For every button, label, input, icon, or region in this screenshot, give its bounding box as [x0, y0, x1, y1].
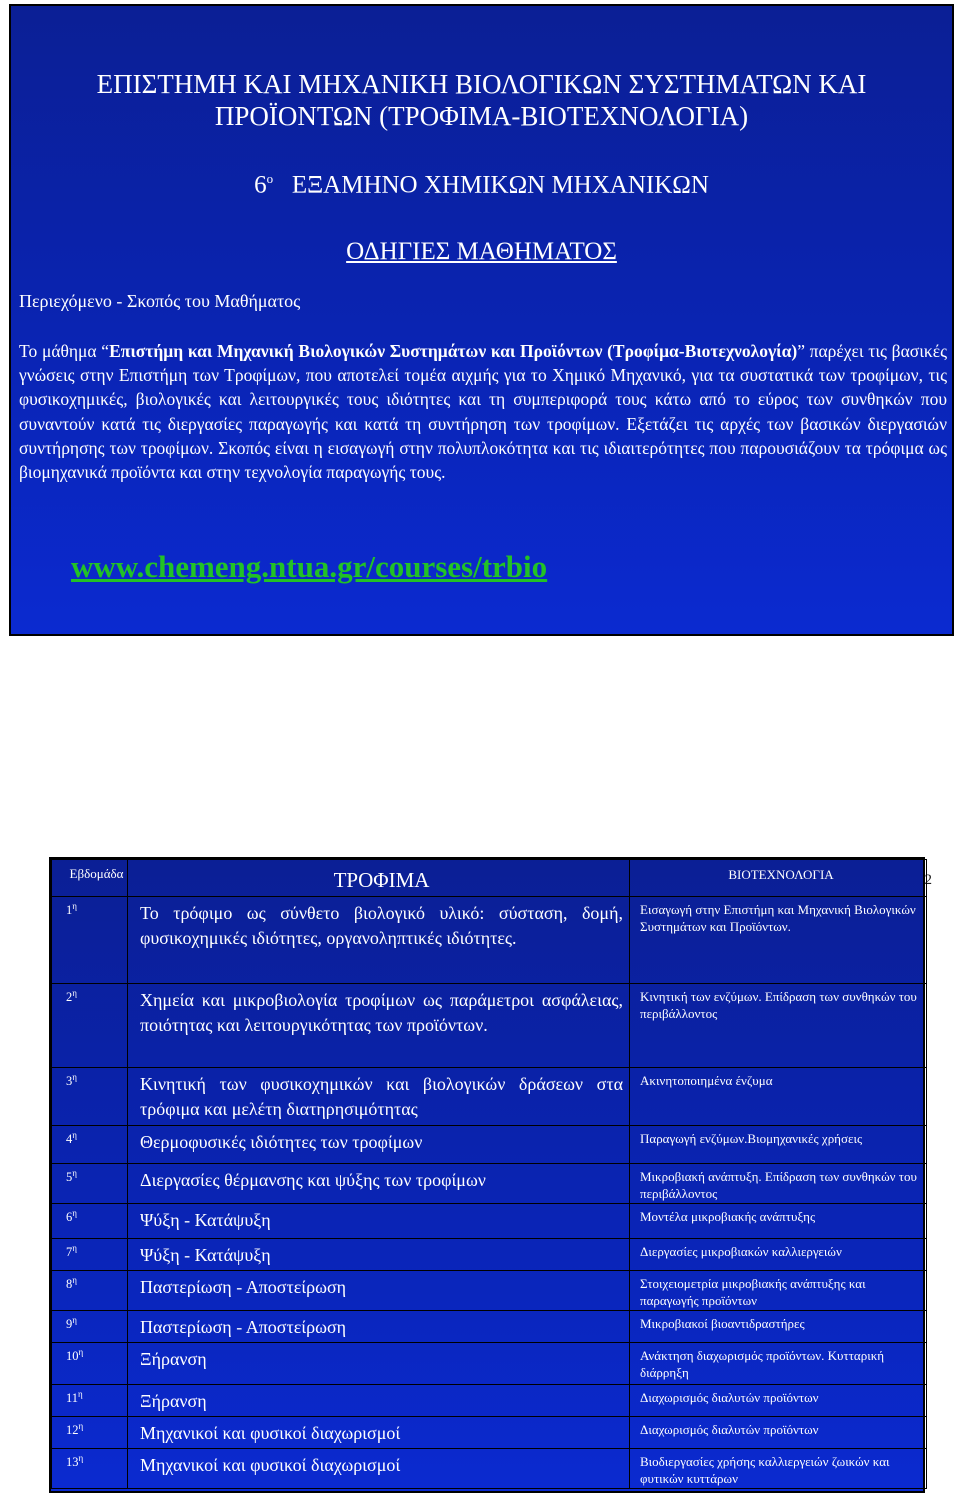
- schedule-table: [51, 859, 927, 1489]
- food-topic-cell: Θερμοφυσικές ιδιότητες των τροφίμων: [128, 1126, 630, 1164]
- course-title-line2: ΠΡΟΪΟΝΤΩΝ (ΤΡΟΦΙΜΑ-ΒΙΟΤΕΧΝΟΛΟΓΙΑ): [214, 101, 749, 131]
- biotech-topic-cell: Μοντέλα μικροβιακής ανάπτυξης: [630, 1204, 927, 1239]
- week-cell: $12^\eta$: [52, 1417, 128, 1449]
- section-heading: Περιεχόμενο - Σκοπός του Μαθήματος: [19, 291, 301, 311]
- week-cell: $8^\eta$: [52, 1271, 128, 1311]
- biotech-topic-cell: Ακινητοποιημένα ένζυμα: [630, 1068, 927, 1126]
- table-row: [52, 1271, 927, 1311]
- table-row: [52, 1385, 927, 1417]
- semester-number: 6: [254, 171, 267, 199]
- biotech-topic-cell: Παραγωγή ενζύμων.Βιομηχανικές χρήσεις: [630, 1126, 927, 1164]
- slide-schedule: [49, 857, 925, 1493]
- table-row: [52, 897, 927, 984]
- table-row: [52, 1068, 927, 1126]
- food-topic-cell: Ψύξη - Κατάψυξη: [128, 1239, 630, 1271]
- guidelines-heading: ΟΔΗΓΙΕΣ ΜΑΘΗΜΑΤΟΣ: [346, 238, 617, 265]
- table-row: [52, 1126, 927, 1164]
- slide-course-guidelines: [9, 4, 954, 636]
- table-row: [52, 1239, 927, 1271]
- food-topic-cell: Ξήρανση: [128, 1343, 630, 1385]
- biotech-topic-cell: Βιοδιεργασίες χρήσης καλλιεργειών ζωικών και φυτικών κυττάρων: [630, 1449, 927, 1489]
- description-intro: Το μάθημα “: [19, 341, 110, 361]
- table-row: [52, 1311, 927, 1343]
- biotech-topic-cell: Διαχωρισμός διαλυτών προϊόντων: [630, 1385, 927, 1417]
- table-row: [52, 984, 927, 1068]
- description-rest: ” παρέχει τις βασικές γνώσεις στην Επιστήμη των Τροφίμων, που αποτελεί τομέα αιχμής για το Χημικό Μηχανικό, για τα συστατικά των τροφίμων, τις φυσικοχημικές, βιολογικές και λειτουργικές τους ιδιότητες και τη συμπεριφορά τους κάτω από το εύρος των συνθηκών που συναντούν κατά τις διεργασίες παραγωγής και κατά τη συντήρηση των τροφίμων. Εξετάζει τις αρχές των βασικών διεργασιών συντήρησης των τροφίμων. Σκοπός είναι η εισαγωγή στην πολυπλοκότητα και τις ιδιαιτερότητες που παρουσιάζουν τα τρόφιμα ως βιομηχανικά προϊόντα και στην τεχνολογία παραγωγής τους.: [19, 341, 947, 483]
- table-row: [52, 1204, 927, 1239]
- food-topic-cell: Το τρόφιμο ως σύνθετο βιολογικό υλικό: σύσταση, δομή, φυσικοχημικές ιδιότητες, οργανοληπτικές ιδιότητες.: [128, 897, 630, 984]
- semester-text: ΕΞΑΜΗΝΟ ΧΗΜΙΚΩΝ ΜΗΧΑΝΙΚΩΝ: [291, 171, 709, 199]
- biotech-topic-cell: Μικροβιακή ανάπτυξη. Επίδραση των συνθηκών του περιβάλλοντος: [630, 1164, 927, 1204]
- week-cell: $2^\eta$: [52, 984, 128, 1068]
- food-topic-cell: Παστερίωση - Αποστείρωση: [128, 1271, 630, 1311]
- food-topic-cell: Ξήρανση: [128, 1385, 630, 1417]
- course-title: [11, 68, 952, 132]
- biotech-topic-cell: Ανάκτηση διαχωρισμός προϊόντων. Κυτταρική διάρρηξη: [630, 1343, 927, 1385]
- biotech-topic-cell: Κινητική των ενζύμων. Επίδραση των συνθηκών του περιβάλλοντος: [630, 984, 927, 1068]
- week-cell: $11^\eta$: [52, 1385, 128, 1417]
- table-row: [52, 1343, 927, 1385]
- week-cell: $13^\eta$: [52, 1449, 128, 1489]
- food-topic-cell: Κινητική των φυσικοχημικών και βιολογικών δράσεων στα τρόφιμα και μελέτη διατηρησιμότητας: [128, 1068, 630, 1126]
- table-row: [52, 1417, 927, 1449]
- biotech-topic-cell: Διεργασίες μικροβιακών καλλιεργειών: [630, 1239, 927, 1271]
- week-cell: $5^\eta$: [52, 1164, 128, 1204]
- page-number-2: 2: [924, 872, 932, 888]
- table-header-row: [52, 860, 927, 897]
- course-description: [19, 339, 947, 484]
- header-biotech: ΒΙΟΤΕΧΝΟΛΟΓΙΑ: [630, 860, 927, 897]
- biotech-topic-cell: Μικροβιακοί βιοαντιδραστήρες: [630, 1311, 927, 1343]
- semester-heading: [11, 171, 952, 199]
- header-week: Εβδομάδα: [52, 860, 128, 897]
- biotech-topic-cell: Στοιχειομετρία μικροβιακής ανάπτυξης και παραγωγής προϊόντων: [630, 1271, 927, 1311]
- week-cell: $10^\eta$: [52, 1343, 128, 1385]
- food-topic-cell: Μηχανικοί και φυσικοί διαχωρισμοί: [128, 1449, 630, 1489]
- week-cell: $6^\eta$: [52, 1204, 128, 1239]
- week-cell: $1^\eta$: [52, 897, 128, 984]
- course-title-line1: ΕΠΙΣΤΗΜΗ ΚΑΙ ΜΗΧΑΝΙΚΗ ΒΙΟΛΟΓΙΚΩΝ ΣΥΣΤΗΜΑΤΩΝ ΚΑΙ: [96, 69, 867, 99]
- header-food: ΤΡΟΦΙΜΑ: [128, 860, 630, 897]
- semester-sup: ο: [266, 171, 274, 186]
- table-row: [52, 1164, 927, 1204]
- food-topic-cell: Παστερίωση - Αποστείρωση: [128, 1311, 630, 1343]
- biotech-topic-cell: Διαχωρισμός διαλυτών προϊόντων: [630, 1417, 927, 1449]
- description-course-name: Επιστήμη και Μηχανική Βιολογικών Συστημάτων και Προϊόντων (Τροφίμα-Βιοτεχνολογία): [109, 341, 798, 361]
- biotech-topic-cell: Εισαγωγή στην Επιστήμη και Μηχανική Βιολογικών Συστημάτων και Προϊόντων.: [630, 897, 927, 984]
- food-topic-cell: Μηχανικοί και φυσικοί διαχωρισμοί: [128, 1417, 630, 1449]
- food-topic-cell: Χημεία και μικροβιολογία τροφίμων ως παράμετροι ασφάλειας, ποιότητας και λειτουργικότητας των προϊόντων.: [128, 984, 630, 1068]
- course-url-link[interactable]: www.chemeng.ntua.gr/courses/trbio: [71, 549, 548, 584]
- food-topic-cell: Ψύξη - Κατάψυξη: [128, 1204, 630, 1239]
- week-cell: $3^\eta$: [52, 1068, 128, 1126]
- week-cell: $7^\eta$: [52, 1239, 128, 1271]
- week-cell: $4^\eta$: [52, 1126, 128, 1164]
- table-row: [52, 1449, 927, 1489]
- week-cell: $9^\eta$: [52, 1311, 128, 1343]
- food-topic-cell: Διεργασίες θέρμανσης και ψύξης των τροφίμων: [128, 1164, 630, 1204]
